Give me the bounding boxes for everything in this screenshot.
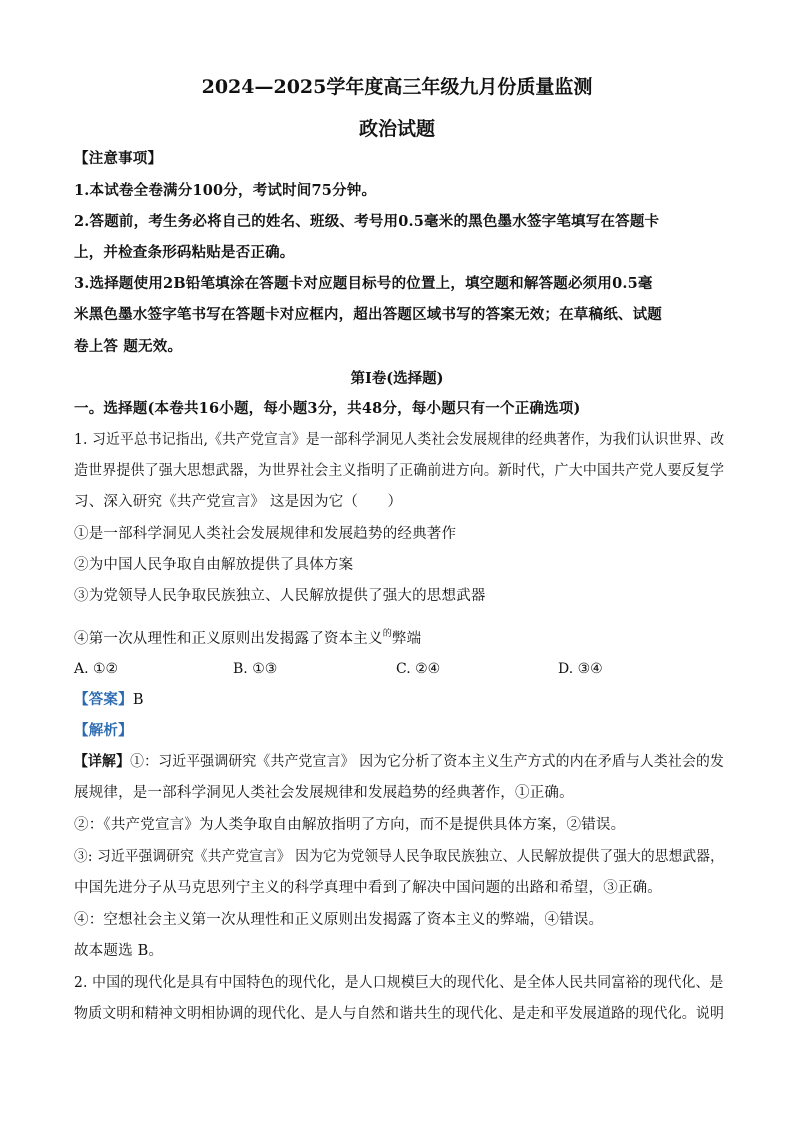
notice-item-1: 1.本试卷全卷满分100分，考试时间75分钟。 [74,182,377,199]
q1-detail-4: ④：空想社会主义第一次从理性和正义原则出发揭露了资本主义的弊端，④错误。 [74,912,604,928]
q1-analysis [74,721,724,741]
exam-title: 2024—2025学年度高三年级九月份质量监测 [201,76,593,98]
q1-stem-line-1: 1. 习近平总书记指出,《共产党宣言》是一部科学洞见人类社会发展规律的经典著作，为我们认识世界、改 [74,432,725,448]
q1-option-c: C. ②④ [396,661,441,677]
q1-detail-1-line-2: 展规律，是一部科学洞见人类社会发展规律和发展趋势的经典著作，①正确。 [74,785,574,801]
part-heading: 一。选择题(本卷共16小题，每小题3分，共48分，每小题只有一个正确选项) [74,400,581,417]
q1-statement-1: ①是一部科学洞见人类社会发展规律和发展趋势的经典著作 [74,526,457,542]
q1-statement-4-superscript: 的 [382,629,392,639]
q1-detail-1-line-1 [74,752,725,772]
q1-statement-4 [74,624,724,649]
q1-stem-line-2: 造世界提供了强大思想武器，为世界社会主义指明了正确前进方向。新时代，广大中国共产党人要反复学 [74,463,725,479]
q1-conclusion: 故本题选 B。 [74,943,164,959]
q1-statement-2: ②为中国人民争取自由解放提供了具体方案 [74,557,354,573]
q1-option-b: B. ①③ [233,661,278,677]
notice-item-3-line-2: 米黑色墨水签字笔书写在答题卡对应框内，超出答题区域书写的答案无效；在草稿纸、试题 [74,306,662,323]
answer-value: B [132,692,144,708]
analysis-tag: 【解析】 [74,722,133,739]
notice-item-2-line-2: 上，并检查条形码粘贴是否正确。 [74,244,295,261]
q1-statement-4-text: ④第一次从理性和正义原则出发揭露了资本主义 [74,631,383,647]
notice-heading: 【注意事项】 [74,150,163,167]
q1-statement-3: ③为党领导人民争取民族独立、人民解放提供了强大的思想武器 [74,588,486,604]
section-label: 第Ⅰ卷(选择题) [350,370,444,387]
q1-statement-4-tail: 弊端 [391,631,422,647]
q1-stem-line-3: 习、深入研究《共产党宣言》 这是因为它（ ） [74,494,403,510]
notice-item-3-line-1: 3.选择题使用2B铅笔填涂在答题卡对应题目标号的位置上，填空题和解答题必须用0.5毫 [74,275,653,292]
q1-detail-3-line-2: 中国先进分子从马克思列宁主义的科学真理中看到了解决中国问题的出路和希望，③正确。 [74,880,662,896]
answer-tag: 【答案】 [74,691,133,708]
q2-stem-line-2: 物质文明和精神文明相协调的现代化、是人与自然和谐共生的现代化、是走和平发展道路的现代化。说明 [74,1006,725,1022]
q1-answer [74,690,724,710]
notice-item-3-line-3: 卷上答 题无效。 [74,338,183,355]
exam-subject: 政治试题 [358,118,435,140]
q2-stem-line-1: 2. 中国的现代化是具有中国特色的现代化，是人口规模巨大的现代化、是全体人民共同富裕的现代化、是 [74,975,724,991]
detail-1-text: ①：习近平强调研究《共产党宣言》 因为它分析了资本主义生产方式的内在矛盾与人类社会的发 [130,754,725,770]
notice-item-2-line-1: 2.答题前，考生务必将自己的姓名、班级、考号用0.5毫米的黑色墨水签字笔填写在答题卡 [74,213,660,230]
q1-detail-3-line-1: ③: 习近平强调研究《共产党宣言》 因为它为党领导人民争取民族独立、人民解放提供了强大的思想武器， [74,849,724,865]
q1-option-d: D. ③④ [558,661,603,677]
q1-detail-2: ②：《共产党宣言》为人类争取自由解放指明了方向，而不是提供具体方案，②错误。 [74,817,626,833]
detail-tag: 【详解】 [74,753,131,770]
q1-option-a: A. ①② [74,661,119,677]
